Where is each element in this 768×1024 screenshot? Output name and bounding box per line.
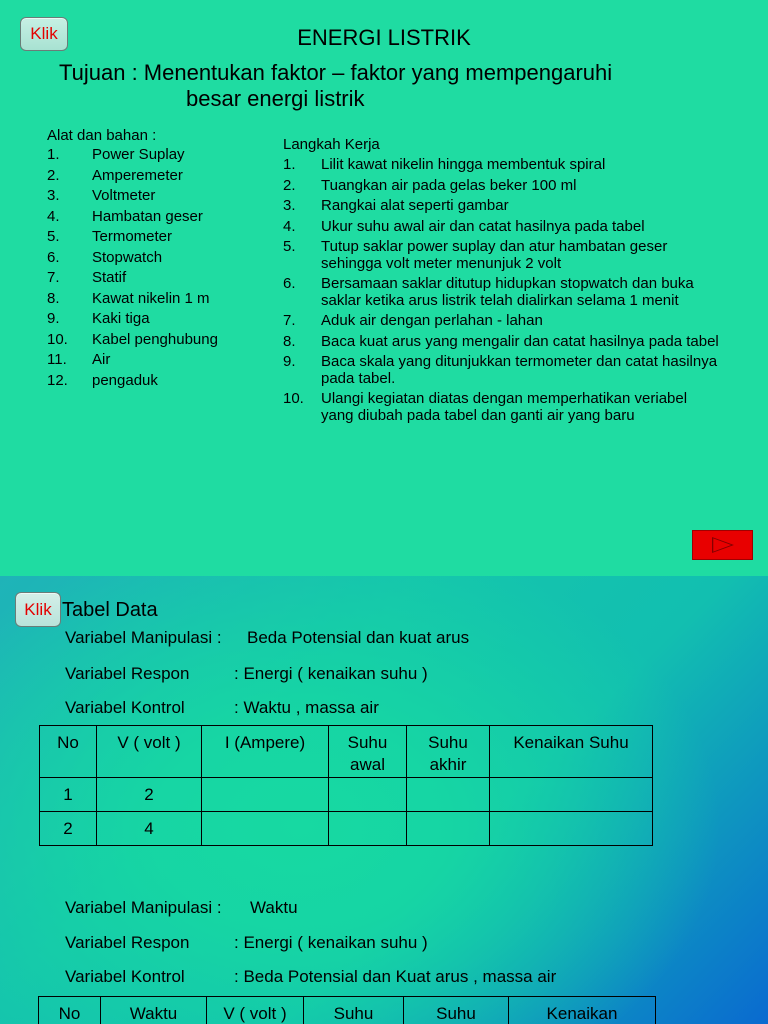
table-cell: 2	[40, 812, 97, 846]
list-item: 1. Power Suplay	[47, 146, 185, 163]
list-item: 9. Baca skala yang ditunjukkan termometer dan catat hasilnya pada tabel.	[283, 353, 718, 387]
list-item: 4. Ukur suhu awal air dan catat hasilnya pada tabel	[283, 217, 645, 235]
list-item: 5. Tutup saklar power suplay dan atur hambatan geser sehingga volt meter menunjuk 2 volt	[283, 238, 668, 272]
table-header-row	[39, 997, 656, 1024]
col-header: Suhu awal	[329, 726, 407, 778]
table-cell	[329, 812, 407, 846]
list-item: 6. Bersamaan saklar ditutup hidupkan stopwatch dan buka saklar ketika arus listrik telah dialirkan selama 1 menit	[283, 275, 694, 309]
list-item: 4. Hambatan geser	[47, 207, 203, 225]
play-triangle-icon	[711, 536, 735, 554]
slide-title: Tabel Data	[62, 599, 158, 621]
list-item: 6. Stopwatch	[47, 248, 163, 266]
table-header-row	[40, 726, 653, 778]
col-header: Suhu	[304, 997, 404, 1024]
col-header: I (Ampere)	[202, 726, 329, 778]
table-cell	[329, 778, 407, 812]
steps-section	[283, 136, 723, 428]
col-header: No	[40, 726, 97, 778]
variable-control: Variabel Kontrol : Beda Potensial dan Kuat arus , massa air	[65, 967, 557, 986]
list-item: 12. pengaduk	[47, 371, 158, 389]
variable-response: Variabel Respon : Energi ( kenaikan suhu )	[65, 933, 428, 952]
slide-title: ENERGI LISTRIK	[297, 25, 471, 50]
list-item: 5. Termometer	[47, 228, 173, 245]
klik-button[interactable]: Klik	[20, 17, 68, 51]
variable-manipulation: Variabel Manipulasi : Beda Potensial dan kuat arus	[65, 628, 470, 647]
col-header: Waktu	[101, 997, 207, 1024]
tools-heading: Alat dan bahan :	[47, 127, 157, 144]
list-item: 7. Aduk air dengan perlahan - lahan	[283, 312, 543, 329]
variable-response: Variabel Respon : Energi ( kenaikan suhu )	[65, 664, 428, 683]
table-cell	[490, 812, 653, 846]
slide-tabel-data	[0, 576, 768, 1024]
list-item: 8. Kawat nikelin 1 m	[47, 289, 210, 307]
klik-button[interactable]: Klik	[15, 592, 61, 627]
list-item: 10. Kabel penghubung	[47, 330, 218, 348]
steps-list	[283, 157, 723, 424]
list-item: 3. Voltmeter	[47, 187, 156, 204]
list-item: 7. Statif	[47, 269, 127, 286]
tools-list	[47, 145, 218, 391]
col-header: Suhu akhir	[407, 726, 490, 778]
table-cell	[202, 812, 329, 846]
variable-manipulation: Variabel Manipulasi : Waktu	[65, 898, 298, 917]
tools-list-section	[47, 127, 218, 391]
col-header: Suhu	[404, 997, 509, 1024]
list-item: 1. Lilit kawat nikelin hingga membentuk spiral	[283, 156, 606, 173]
table-cell	[490, 778, 653, 812]
data-table-1	[39, 725, 653, 846]
variable-control: Variabel Kontrol : Waktu , massa air	[65, 698, 379, 717]
table-row	[40, 778, 653, 812]
table-cell	[202, 778, 329, 812]
table-cell: 4	[97, 812, 202, 846]
table-cell	[407, 812, 490, 846]
list-item: 10. Ulangi kegiatan diatas dengan memperhatikan veriabel yang diubah pada tabel dan ganti air yang baru	[283, 390, 688, 424]
table-cell: 2	[97, 778, 202, 812]
goal-line-2: besar energi listrik	[186, 86, 365, 111]
list-item: 2. Tuangkan air pada gelas beker 100 ml	[283, 176, 577, 194]
col-header: Kenaikan Suhu	[490, 726, 653, 778]
col-header: No	[39, 997, 101, 1024]
list-item: 8. Baca kuat arus yang mengalir dan catat hasilnya pada tabel	[283, 332, 719, 350]
col-header: V ( volt )	[207, 997, 304, 1024]
list-item: 2. Amperemeter	[47, 166, 183, 184]
next-slide-button[interactable]	[692, 530, 753, 560]
list-item: 11. Air	[47, 351, 111, 368]
data-table-2	[38, 996, 656, 1024]
col-header: Kenaikan	[509, 997, 656, 1024]
list-item: 9. Kaki tiga	[47, 310, 150, 327]
table-row	[40, 812, 653, 846]
steps-heading: Langkah Kerja	[283, 136, 380, 153]
list-item: 3. Rangkai alat seperti gambar	[283, 197, 509, 214]
col-header: V ( volt )	[97, 726, 202, 778]
goal-line-1: Tujuan : Menentukan faktor – faktor yang mempengaruhi	[59, 60, 613, 85]
table-cell	[407, 778, 490, 812]
table-cell: 1	[40, 778, 97, 812]
